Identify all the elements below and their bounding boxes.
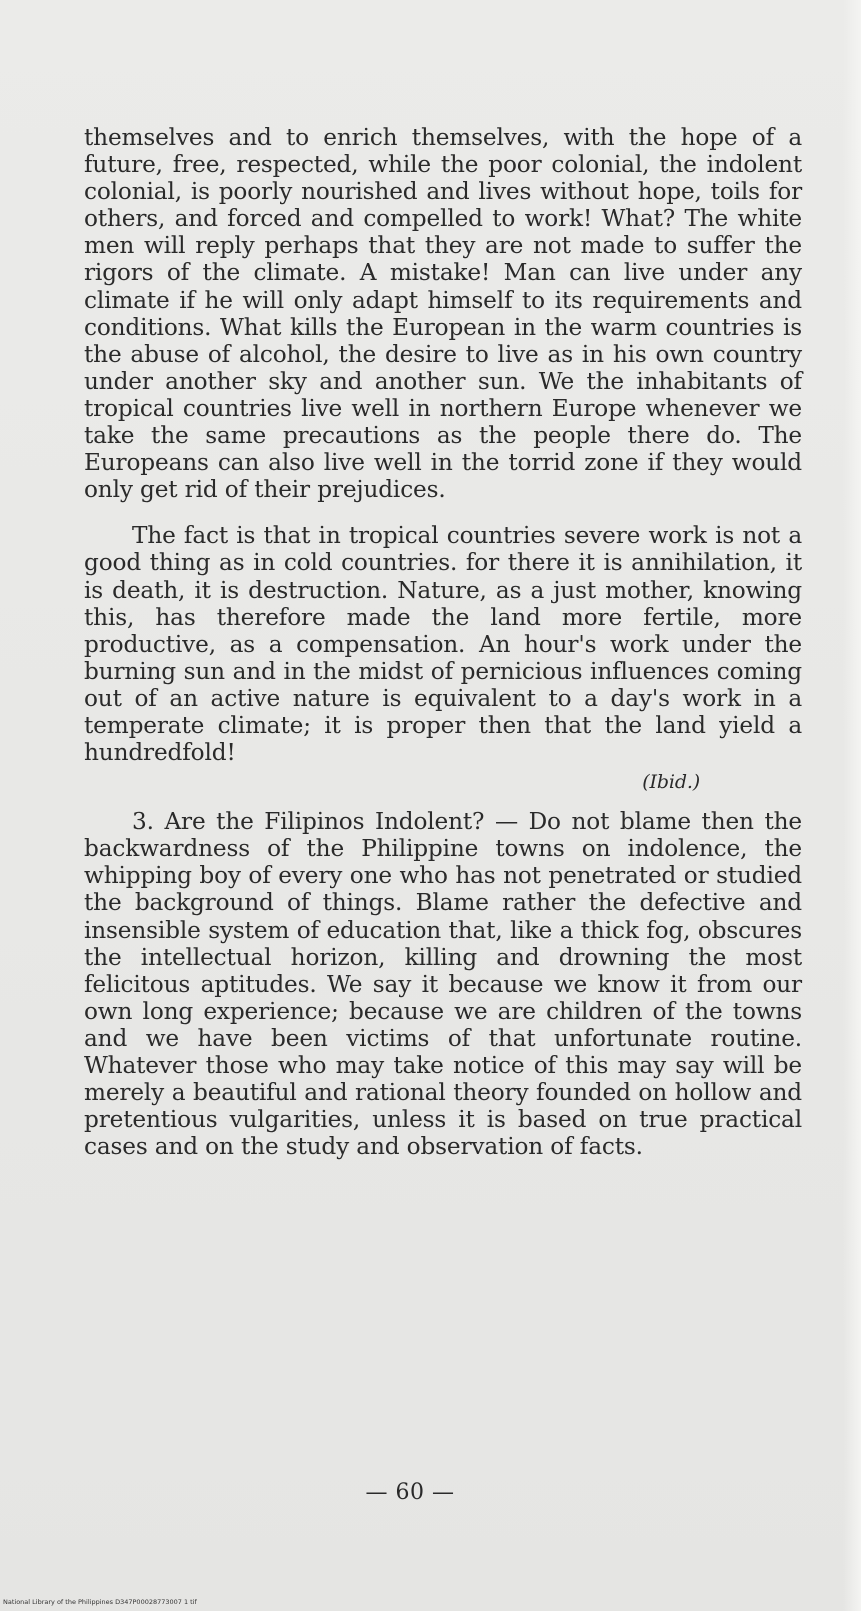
paragraph-1: themselves and to enrich themselves, with the hope of a future, free, respected, while the poor colonial, the indolent colonial, is poorly nourished and lives without hope, toils for others, and forced and compelled to work! What? The white men will reply perhaps that they are not made to suffer the rigors of the climate. A mistake! Man can live under any climate if he will only adapt himself to its requirements and conditions. What kills the European in the warm countries is the abuse of alcohol, the desire to live as in his own country under another sky and another sun. We the inhabitants of tropical countries live well in northern Europe whenever we take the same precautions as the people there do. The Europeans can also live well in the torrid zone if they would only get rid of their prejudices. (84, 124, 802, 504)
citation-ibid: (Ibid.) (642, 771, 700, 794)
scan-credit: National Library of the Philippines D347P00028773007 1 tif (3, 1598, 197, 1606)
page-binding-edge (843, 0, 861, 1611)
paragraph-3: 3. Are the Filipinos Indolent? — Do not blame then the backwardness of the Philippine towns on indolence, the whipping boy of every one who has not penetrated or studied the background of things. Blame rather the defective and insensible system of education that, like a thick fog, obscures the intellectual horizon, killing and drowning the most felicitous aptitudes. We say it because we know it from our own long experience; because we are children of the towns and we have been victims of that unfortunate routine. Whatever those who may take notice of this may say will be merely a beautiful and rational theory founded on hollow and pretentious vulgarities, unless it is based on true practical cases and on the study and observation of facts. (84, 808, 802, 1161)
body-text (84, 124, 802, 1160)
page-number: — 60 — (365, 1480, 455, 1505)
paragraph-2: The fact is that in tropical countries severe work is not a good thing as in cold countries. for there it is annihilation, it is death, it is destruction. Nature, as a just mother, knowing this, has therefore made the land more fertile, more productive, as a compensation. An hour's work under the burning sun and in the midst of pernicious influences coming out of an active nature is equivalent to a day's work in a temperate climate; it is proper then that the land yield a hundredfold! (84, 522, 802, 767)
